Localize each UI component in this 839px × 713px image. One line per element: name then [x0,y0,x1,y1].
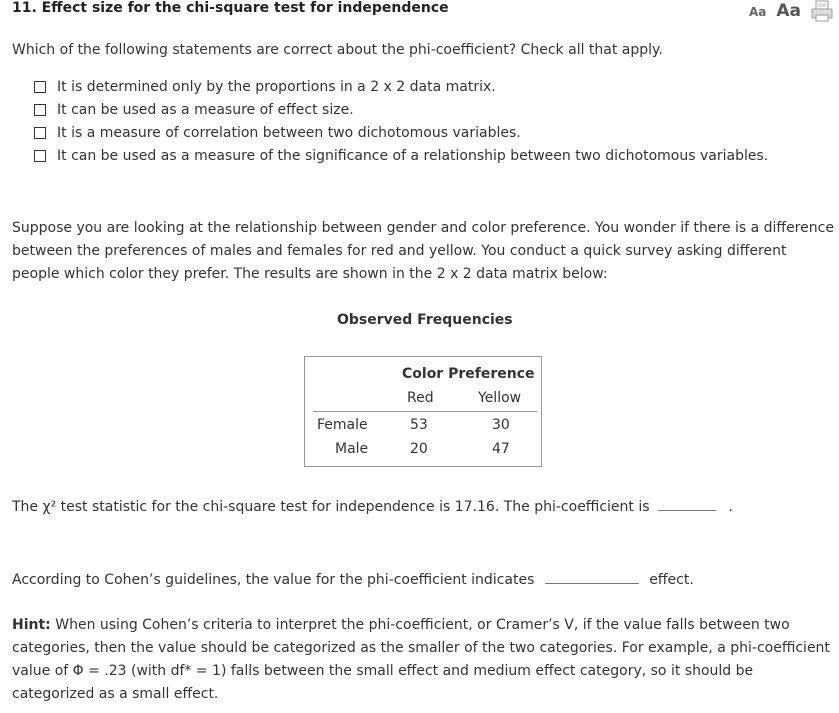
option-2-checkbox[interactable] [34,104,46,116]
option-2[interactable] [34,98,768,121]
option-1-checkbox[interactable] [34,81,46,93]
phi-question [12,494,733,515]
phi-answer-blank[interactable] [658,494,716,511]
phi-question-text: The χ² test statistic for the chi-square test for independence is 17.16. The phi-coefficient is [12,499,650,515]
cohen-question-suffix: effect. [649,572,694,588]
cell-female-red: 53 [410,417,428,433]
row-label-male: Male [335,441,369,457]
frequency-matrix [304,356,542,467]
hint-label: Hint: [12,617,51,633]
options-list [34,75,768,167]
hint-text: When using Cohen’s criteria to interpret the phi-coefficient, or Cramer’s V, if the value falls between two categories, then the value should be categorized as the smaller of the two categories. For example, a phi-coefficient value of Φ = .23 (with df* = 1) falls between the small effect and medium effect category, so it should be categorized as a small effect. [12,617,830,702]
effect-size-dropdown[interactable] [545,567,639,584]
option-1[interactable] [34,75,768,98]
column-header-yellow: Yellow [478,390,522,406]
option-4[interactable] [34,144,768,167]
printer-icon[interactable] [811,0,833,22]
column-group-label: Color Preference [402,366,535,382]
phi-question-period: . [728,499,733,515]
matrix-title: Observed Frequencies [337,312,513,328]
question-prompt: Which of the following statements are correct about the phi-coefficient? Check all that apply. [12,42,663,58]
toolbar [749,0,833,22]
question-title: 11. Effect size for the chi-square test for independence [12,0,449,16]
cohen-question-text: According to Cohen’s guidelines, the value for the phi-coefficient indicates [12,572,535,588]
option-4-checkbox[interactable] [34,150,46,162]
option-3-label[interactable]: It is a measure of correlation between two dichotomous variables. [57,124,521,141]
cohen-question [12,567,694,588]
font-size-small-button[interactable]: Aa [748,5,767,19]
option-1-label[interactable]: It is determined only by the proportions in a 2 x 2 data matrix. [57,78,496,95]
column-header-red: Red [407,390,434,406]
font-size-large-button[interactable]: Aa [776,1,801,21]
option-4-label[interactable]: It can be used as a measure of the significance of a relationship between two dichotomous variables. [57,147,769,164]
option-3-checkbox[interactable] [34,127,46,139]
row-label-female: Female [317,417,368,433]
header-divider [313,411,537,412]
hint-box [12,614,834,706]
cell-female-yellow: 30 [492,417,510,433]
cell-male-red: 20 [410,441,428,457]
option-3[interactable] [34,121,768,144]
cell-male-yellow: 47 [492,441,510,457]
scenario-text: Suppose you are looking at the relationship between gender and color preference. You wonder if there is a difference between the preferences of males and females for red and yellow. You conduct a quick survey asking different people which color they prefer. The results are shown in the 2 x 2 data matrix below: [12,220,834,282]
option-2-label[interactable]: It can be used as a measure of effect size. [57,101,354,118]
